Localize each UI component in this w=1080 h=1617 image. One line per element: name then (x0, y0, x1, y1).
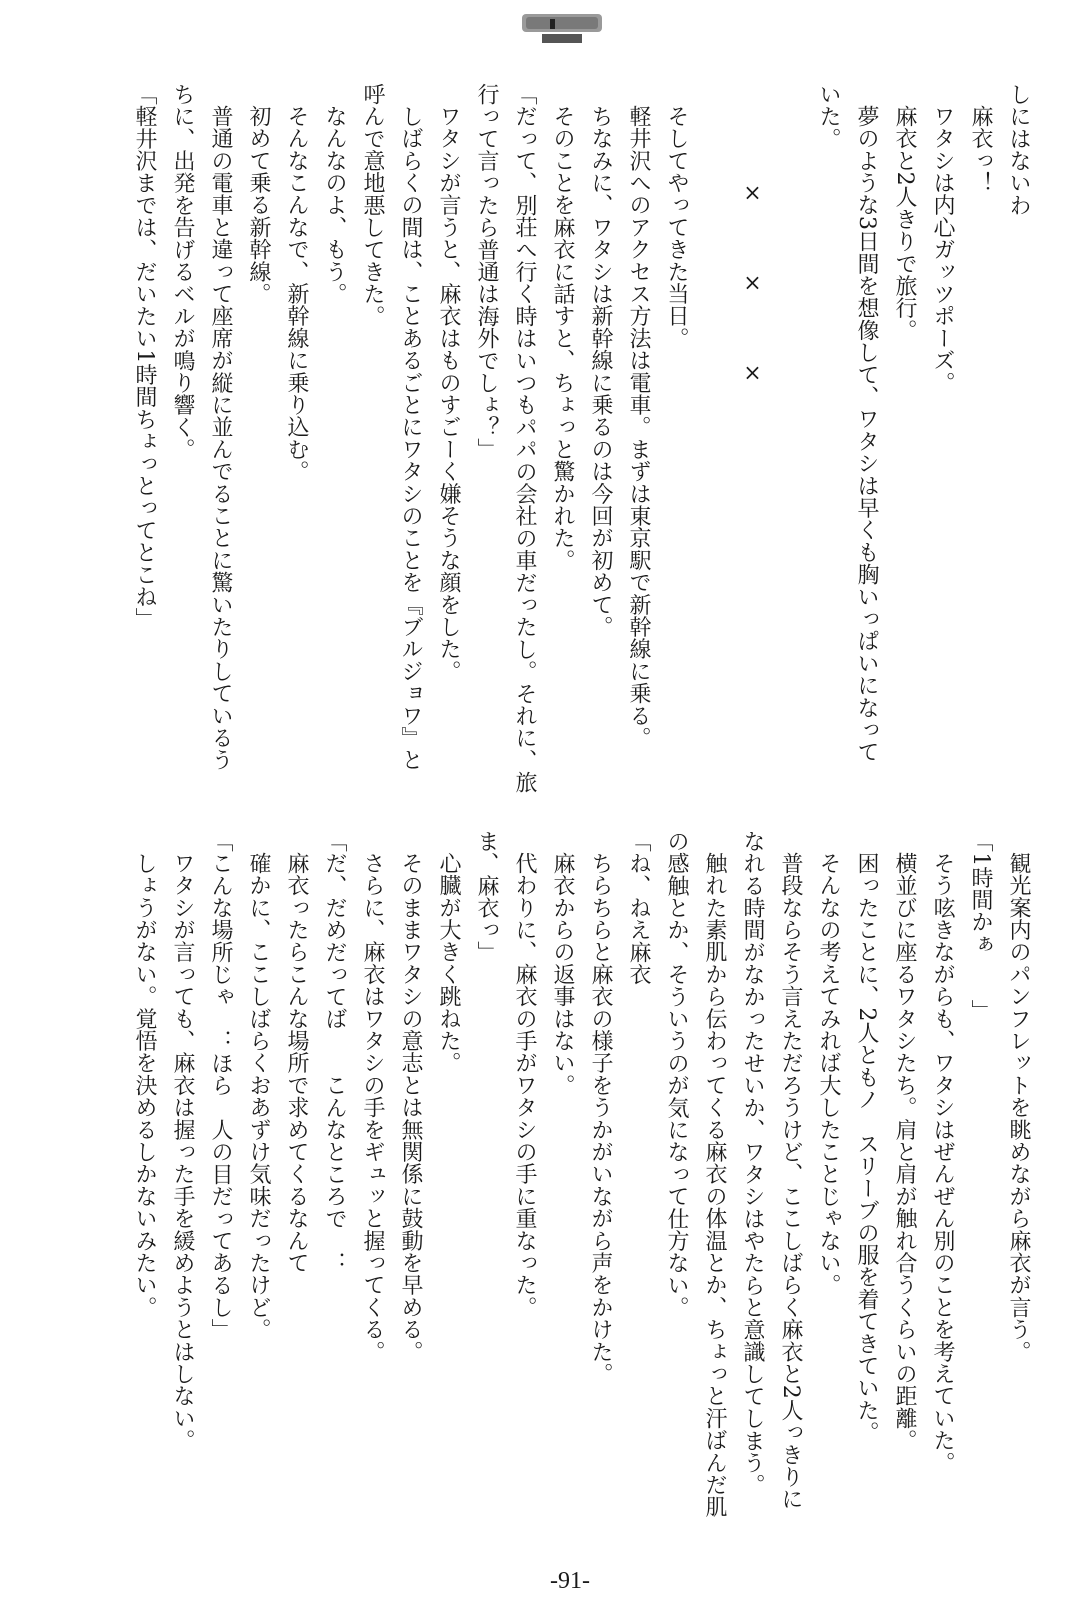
text-line: そのことを麻衣に話すと、ちょっと驚かれた。 (550, 105, 575, 572)
text-line: 麻衣ったらこんな場所で求めてくるなんて (284, 852, 309, 1274)
text-line: いた。 (816, 83, 841, 150)
text-line: 困ったことに、2人ともノ スリーブの服を着てきていた。 (854, 852, 879, 1444)
text-line: ワタシが言うと、麻衣はものすごーく嫌そうな顔をした。 (436, 105, 461, 683)
text-line: 麻衣と2人きりで旅行。 (892, 105, 917, 342)
text-line: 「1時間かぁ 」 (968, 830, 993, 1022)
text-line: そのままワタシの意志とは無関係に鼓動を早める。 (398, 852, 423, 1363)
text-line: 麻衣からの返事はない。 (550, 852, 575, 1097)
text-line: なんなのよ、もう。 (322, 105, 347, 305)
scene-break-separator: ××× (740, 181, 765, 451)
text-line: ワタシは内心ガッツポーズ。 (930, 105, 955, 394)
text-line: 軽井沢へのアクセス方法は電車。まずは東京駅で新幹線に乗る。 (626, 105, 651, 749)
title-logo-icon (520, 12, 604, 46)
text-line: そんなの考えてみれば大したことじゃない。 (816, 852, 841, 1296)
text-column-block-top (125, 83, 1037, 794)
text-line: そしてやってきた当日。 (664, 105, 689, 350)
text-line: さらに、麻衣はワタシの手をギュッと握ってくる。 (360, 852, 385, 1363)
text-line: 観光案内のパンフレットを眺めながら麻衣が言う。 (1006, 852, 1031, 1363)
text-line: そう呟きながらも、ワタシはぜんぜん別のことを考えていた。 (930, 852, 955, 1474)
text-line: 呼んで意地悪してきた。 (360, 83, 385, 328)
blank-line (771, 83, 809, 773)
text-line: 心臓が大きく跳ねた。 (436, 852, 461, 1074)
blank-line (695, 83, 733, 773)
text-line: 触れた素肌から伝わってくる麻衣の体温とか、ちょっと汗ばんだ肌 (702, 852, 727, 1518)
text-line: 夢のような3日間を想像して、ワタシは早くも胸いっぱいになって (854, 105, 879, 763)
text-line: 普段ならそう言えただろうけど、ここしばらく麻衣と2人っきりに (778, 852, 803, 1510)
text-line: 代わりに、麻衣の手がワタシの手に重なった。 (512, 852, 537, 1319)
text-line: 「こんな場所じゃ ：ほら 人の目だってあるし」 (208, 830, 233, 1341)
text-line: 初めて乗る新幹線。 (246, 105, 271, 305)
text-line: ちに、出発を告げるベルが鳴り響く。 (170, 83, 195, 461)
text-line: 「だ、だめだってば こんなところで ： (322, 830, 347, 1274)
text-line: そんなこんなで、新幹線に乗り込む。 (284, 105, 309, 483)
text-line: の感触とか、そういうのが気になって仕方ない。 (664, 830, 689, 1319)
text-line: ワタシが言っても、麻衣は握った手を緩めようとはしない。 (170, 852, 195, 1452)
text-line: 「だって、別荘へ行く時はいつもパパの会社の車だったし。それに、旅 (512, 83, 537, 794)
text-line: 行って言ったら普通は海外でしょ？」 (474, 83, 499, 461)
text-line: 「軽井沢までは、だいたい1時間ちょっとってとこね」 (132, 83, 157, 630)
text-line: ちらちらと麻衣の様子をうかがいながら声をかけた。 (588, 852, 613, 1385)
text-line: 「ね、ねえ麻衣 (626, 830, 651, 986)
text-line: 確かに、ここしばらくおあずけ気味だったけど。 (246, 852, 271, 1341)
text-column-block-bottom (125, 830, 1037, 1520)
text-line: 横並びに座るワタシたち。肩と肩が触れ合うくらいの距離。 (892, 852, 917, 1452)
text-line: なれる時間がなかったせいか、ワタシはやたらと意識してしまう。 (740, 830, 765, 1496)
text-line: 麻衣っ！ (968, 105, 993, 194)
text-line: しにはないわ (1006, 83, 1031, 217)
text-line: ちなみに、ワタシは新幹線に乗るのは今回が初めて。 (588, 105, 613, 638)
text-line: 普通の電車と違って座席が縦に並んでることに驚いたりしているう (208, 105, 233, 771)
text-line: しょうがない。覚悟を決めるしかないみたい。 (132, 852, 157, 1319)
text-line: しばらくの間は、ことあるごとにワタシのことを『ブルジョワ』と (398, 105, 423, 771)
page-number: -91- (550, 1568, 590, 1594)
text-line: ま、麻衣っ」 (474, 830, 499, 964)
